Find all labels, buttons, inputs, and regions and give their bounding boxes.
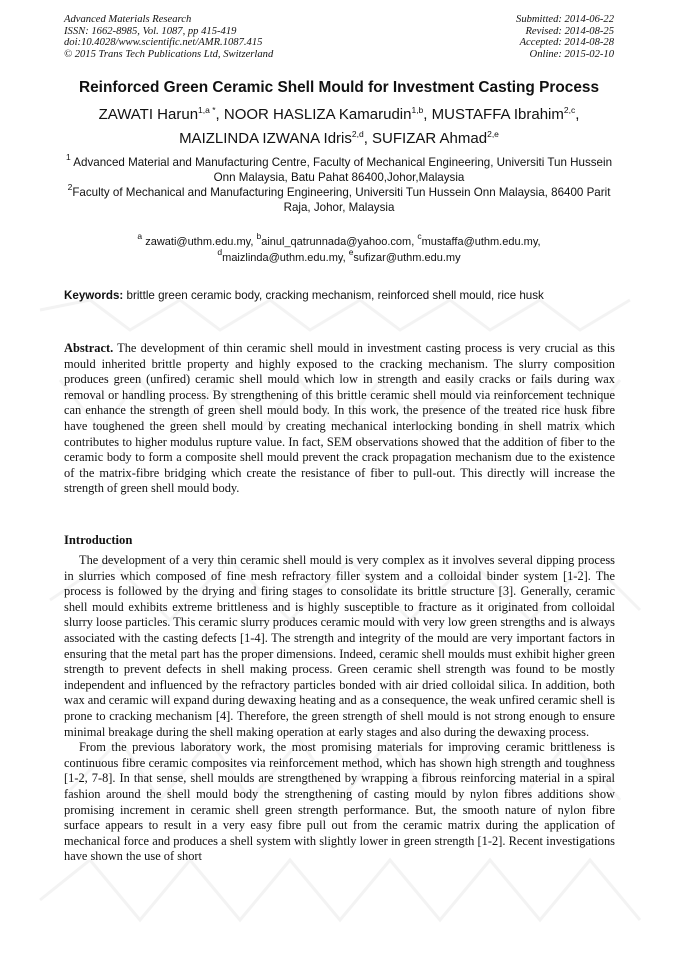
email-address: sufizar@uthm.edu.my xyxy=(353,252,461,264)
email-sup: e xyxy=(348,247,354,257)
intro-paragraph: From the previous laboratory work, the most promising materials for improving ceramic brittleness is continuous fibre ceramic composites via reinforcement method, which has shown high strength and toughness [1-2, 7-8]. In that sense, shell moulds are strengthened by wrapping a fibrous reinforcing material in a spiral fashion around the shell mould body the strengthening of casting mould by nylon fibres additions show promising increment in ceramic shell green strength performance. But, the smooth nature of nylon fibre surface appears to result in a very easy fibre pull out from the ceramic matrix during the application of mechanical force and produces a shell system with slightly lower in green strength [1-2]. Recent investigations have shown the use of short xyxy=(64,740,615,864)
affiliation-sup: 2 xyxy=(67,182,73,192)
journal-header xyxy=(64,14,273,60)
email-sup: a xyxy=(137,231,143,241)
email-address: ainul_qatrunnada@yahoo.com xyxy=(261,236,412,248)
affiliation-sup: 1 xyxy=(65,152,71,162)
author-list: ZAWATI Harun$^{1,a *}$, NOOR HASLIZA Kamarudin$^{1,b}$, MUSTAFFA Ibrahim$^{2,c}$, MAIZLINDA IZWANA Idris$^{2,d}$, SUFIZAR Ahmad$^{2,e}$ xyxy=(98,105,580,147)
accepted-date: Accepted: 2014-08-28 xyxy=(519,37,614,49)
abstract xyxy=(64,341,615,497)
author-sup: 1,b xyxy=(411,105,424,115)
introduction-body xyxy=(64,553,615,865)
author-name: ZAWATI Harun xyxy=(98,106,199,123)
email-list: $^a$ zawati@uthm.edu.my, $^b$ainul_qatrunnada@yahoo.com, $^c$mustaffa@uthm.edu.my, $^d$maizlinda@uthm.edu.my, $^e$sufizar@uthm.edu.my xyxy=(137,231,541,264)
email-sup: b xyxy=(256,231,262,241)
journal-copyright: © 2015 Trans Tech Publications Ltd, Switzerland xyxy=(64,48,274,60)
affiliation-2 xyxy=(60,182,618,215)
author-sup: 2,e xyxy=(487,129,499,139)
abstract-text: The development of thin ceramic shell mould in investment casting process is very crucial as this mould inherited brittle property and highly exposed to the cracking mechanism. The slurry composition produces green (unfired) ceramic shell mould which low in strength and easily cracks or fails during wax removal or handling process. By strengthening of this brittle ceramic shell mould via reinforcement technique can enhance the strength of green shell mould body. In this work, the presence of the treated rice husk fibre have toughened the green shell mould by creating mechanical interlocking bonding in shell matrix which contributes to higher modulus rupture value. In fact, SEM observations showed that the addition of fiber to the ceramic body to form a composite shell mould prevent the crack propagation mechanism due to the existence of the matrix-fibre bridging which create the resistance of fiber to pull-out. This directly will increase the strength of green shell mould body. xyxy=(64,341,616,496)
affiliation-text: Advanced Material and Manufacturing Centre, Faculty of Mechanical Engineering, Universiti Tun Hussein Onn Malaysia, Batu Pahat 86400,Johor,Malaysia xyxy=(73,156,613,184)
email-sup: c xyxy=(417,231,422,241)
author-sup: 1,a * xyxy=(198,105,216,115)
author-sup: 2,d xyxy=(351,129,364,139)
affiliation-1 xyxy=(60,152,618,185)
paper-title: Reinforced Green Ceramic Shell Mould for Investment Casting Process xyxy=(79,79,599,96)
email-sup: d xyxy=(217,247,223,257)
journal-doi: doi:10.4028/www.scientific.net/AMR.1087.415 xyxy=(64,37,263,49)
journal-issn: ISSN: 1662-8985, Vol. 1087, pp 415-419 xyxy=(64,25,237,37)
keywords-text: brittle green ceramic body, cracking mechanism, reinforced shell mould, rice husk xyxy=(126,289,544,302)
author-name: SUFIZAR Ahmad xyxy=(372,130,488,147)
author-name: NOOR HASLIZA Kamarudin xyxy=(223,106,412,123)
affiliations xyxy=(60,152,618,215)
email-address: zawati@uthm.edu.my xyxy=(145,236,251,248)
section-heading-introduction: Introduction xyxy=(64,533,133,547)
revised-date: Revised: 2014-08-25 xyxy=(525,25,614,37)
email-address: maizlinda@uthm.edu.my xyxy=(222,252,343,264)
keywords-label: Keywords: xyxy=(64,289,124,302)
author-sup: 2,c xyxy=(563,105,576,115)
intro-paragraph: The development of a very thin ceramic shell mould is very complex as it involves several dipping process in slurries which composed of fine mesh refractory filler system and a colloidal binder system [1-2]. The process is followed by the drying and firing stages to consolidate its brittle structure [3]. Generally, ceramic shell mould exhibits extreme brittleness and is highly susceptible to fracture as it originated from colloidal slurry loose particles. This ceramic slurry produces ceramic mould with very low green strengths and is always associated with the casting defects [1-4]. The strength and integrity of the mould are very important factors in ensuring that the metal part has the proper dimensions. Indeed, ceramic shell moulds must exhibit higher green strength to prevent defects in shell making process. Green ceramic shell strength was found to be mostly independent and influenced by the refractory particles bonded with air dried colloidal silica. In addition, both wax and ceramic will expand during dewaxing heating and as a consequence, the weak unfired ceramic shell is prone to cracking mechanism [4]. Therefore, the green strength of shell mould is not strong enough to ensure minimal breakage during the shell making operation at early stages and also during the dewaxing process. xyxy=(64,553,615,739)
dates-header xyxy=(516,14,614,60)
keywords-line xyxy=(64,289,624,302)
affiliation-text: Faculty of Mechanical and Manufacturing Engineering, Universiti Tun Hussein Onn Malaysia, 86400 Parit Raja, Johor, Malaysia xyxy=(72,186,611,214)
online-date: Online: 2015-02-10 xyxy=(529,48,614,60)
submitted-date: Submitted: 2014-06-22 xyxy=(516,14,614,25)
journal-name: Advanced Materials Research xyxy=(64,14,192,25)
author-name: MAIZLINDA IZWANA Idris xyxy=(179,130,352,147)
email-address: mustaffa@uthm.edu.my xyxy=(421,236,538,248)
author-name: MUSTAFFA Ibrahim xyxy=(431,106,564,123)
abstract-label: Abstract. xyxy=(64,341,114,355)
